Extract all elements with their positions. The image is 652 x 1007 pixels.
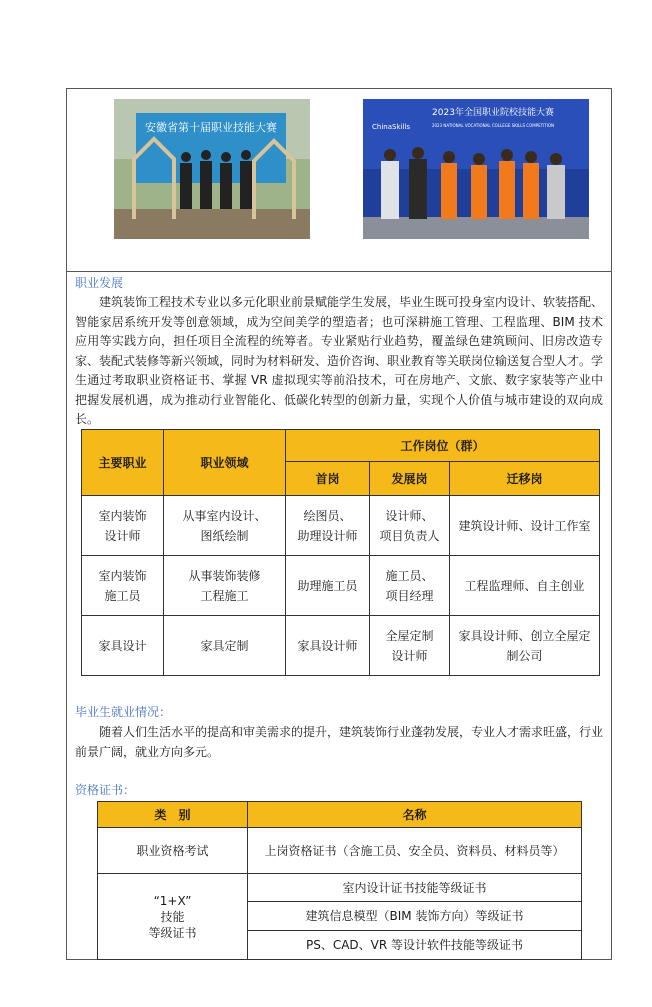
cell-category: 职业资格考试 xyxy=(98,828,248,874)
cell-category: 技能 xyxy=(160,909,185,924)
cell-name: 室内设计证书技能等级证书 xyxy=(248,874,582,902)
cell-first: 助理施工员 xyxy=(297,578,358,593)
employment-heading: 毕业生就业情况： xyxy=(75,705,172,719)
cell-category: 等级证书 xyxy=(148,925,197,940)
cell-first: 助理设计师 xyxy=(297,528,358,543)
cell-develop: 全屋定制 xyxy=(385,628,434,643)
cell-main: 室内装饰 xyxy=(98,568,147,583)
cell-field: 工程施工 xyxy=(200,588,249,603)
col-develop-post: 发展岗 xyxy=(370,462,450,496)
cell-field: 从事室内设计、 xyxy=(182,508,267,523)
cell-field: 家具定制 xyxy=(200,638,249,653)
cell-transfer: 家具设计师、创立全屋定 xyxy=(458,628,591,643)
table-row xyxy=(82,556,600,616)
certs-heading: 资格证书： xyxy=(75,783,136,797)
page-frame xyxy=(66,88,612,960)
cell-main: 室内装饰 xyxy=(98,508,147,523)
cell-main: 施工员 xyxy=(104,588,141,603)
cell-name: PS、CAD、VR 等设计软件技能等级证书 xyxy=(248,931,582,960)
jobs-table xyxy=(81,429,600,676)
photo-row xyxy=(67,89,611,272)
cell-name: 建筑信息模型（BIM 装饰方向）等级证书 xyxy=(248,902,582,931)
col-transfer-post: 迁移岗 xyxy=(450,462,600,496)
cell-field: 图纸绘制 xyxy=(200,528,249,543)
col-first-post: 首岗 xyxy=(286,462,370,496)
cell-develop: 设计师 xyxy=(391,648,428,663)
table-row xyxy=(82,496,600,556)
cell-develop: 项目负责人 xyxy=(379,528,440,543)
cell-transfer: 工程监理师、自主创业 xyxy=(464,578,585,593)
table-row xyxy=(82,616,600,676)
career-paragraph: 建筑装饰工程技术专业以多元化职业前景赋能学生发展，毕业生既可投身室内设计、软装搭配、智能家居系统开发等创意领域，成为空间美学的塑造者；也可深耕施工管理、工程监理、BIM 技术应用等实践方向，担任项目全流程的统筹者。专业紧贴行业趋势，覆盖绿色建筑顾问、旧房改造专家、装配式装修等新兴领域，同时为材料研发、造价咨询、职业教育等关联岗位输送复合型人才。学生通过考取职业资格证书、掌握 VR 虚拟现实等前沿技术，可在房地产、文旅、数字家装等产业中把握发展机遇，成为推动行业智能化、低碳化转型的创新力量，实现个人价值与城市建设的双向成长。 xyxy=(75,295,604,426)
col-job-group: 工作岗位（群） xyxy=(286,430,600,462)
table-row xyxy=(98,874,582,902)
employment-paragraph: 随着人们生活水平的提高和审美需求的提升，建筑装饰行业蓬勃发展，专业人才需求旺盛，行业前景广阔，就业方向多元。 xyxy=(75,725,604,759)
competition-photo-left xyxy=(114,99,310,239)
col-main-job: 主要职业 xyxy=(82,430,164,496)
cell-develop: 项目经理 xyxy=(385,588,434,603)
table-row xyxy=(98,828,582,874)
banner-line3: 2023 NATIONAL VOCATIONAL COLLEGE SKILLS COMPETITION xyxy=(431,123,555,128)
cell-name: 上岗资格证书（含施工员、安全员、资料员、材料员等） xyxy=(248,828,582,874)
banner-text-left: 安徽省第十届职业技能大赛 xyxy=(145,121,277,134)
cell-main: 家具设计 xyxy=(98,638,147,653)
cell-develop: 设计师、 xyxy=(385,508,434,523)
cell-develop: 施工员、 xyxy=(385,568,434,583)
banner-line2: ChinaSkills xyxy=(372,123,410,131)
cell-main: 设计师 xyxy=(104,528,141,543)
cell-first: 家具设计师 xyxy=(297,638,358,653)
cell-transfer: 建筑设计师、设计工作室 xyxy=(458,518,591,533)
cell-field: 从事装饰装修 xyxy=(188,568,261,583)
cell-first: 绘图员、 xyxy=(303,508,352,523)
col-category: 类 别 xyxy=(98,802,248,828)
col-field: 职业领域 xyxy=(164,430,286,496)
cell-transfer: 制公司 xyxy=(506,648,543,663)
banner-line1: 2023年全国职业院校技能大赛 xyxy=(432,108,554,118)
col-name: 名称 xyxy=(248,802,582,828)
cell-category: “1+X” xyxy=(153,893,192,908)
certs-table xyxy=(97,801,582,960)
career-heading: 职业发展 xyxy=(75,276,124,290)
competition-photo-right xyxy=(363,99,589,239)
